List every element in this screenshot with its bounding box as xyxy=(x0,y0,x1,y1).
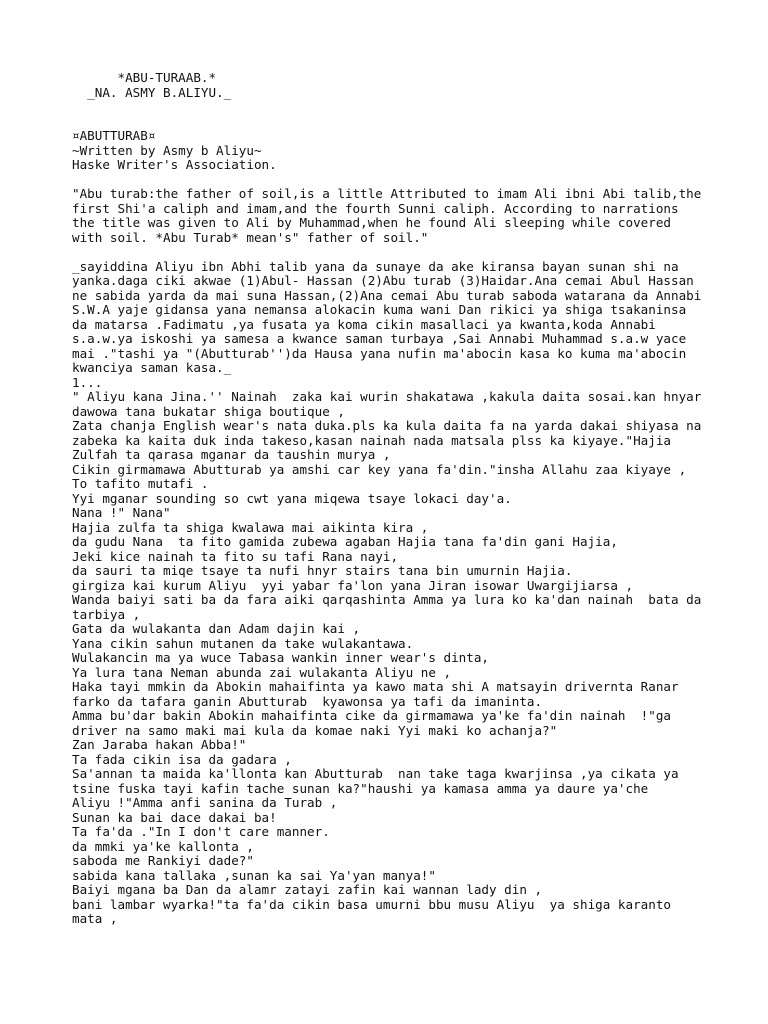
text-line: first Shi'a caliph and imam,and the fourth Sunni caliph. According to narrations xyxy=(72,200,679,216)
text-line: sabida kana tallaka ,sunan ka sai Ya'yan manya!" xyxy=(72,867,436,883)
text-line: Yana cikin sahun mutanen da take wulakantawa. xyxy=(72,635,414,651)
text-line: Ta fa'da ."In I don't care manner. xyxy=(72,824,330,839)
text-line: da mmki ya'ke kallonta , xyxy=(72,838,254,854)
text-line: Hajia zulfa ta shiga kwalawa mai aikinta kira , xyxy=(72,519,429,535)
text-line: yanka.daga ciki akwae (1)Abul- Hassan (2)Abu turab (3)Haidar.Ana cemai Abul Hassan xyxy=(72,273,694,288)
text-line: Yyi mganar sounding so cwt yana miqewa tsaye lokaci day'a. xyxy=(72,490,512,506)
story-title: *ABU-TURAAB.* xyxy=(72,70,217,85)
association-line: Haske Writer's Association. xyxy=(72,157,277,172)
text-line: da gudu Nana ta fito gamida zubewa agaban Hajia tana fa'din gani Hajia, xyxy=(72,534,618,549)
text-line: bani lambar wyarka!"ta fa'da cikin basa umurni bbu musu Aliyu ya shiga karanto xyxy=(72,896,671,912)
blank-line xyxy=(72,115,762,130)
section-heading: ¤ABUTTURAB¤ xyxy=(72,128,156,143)
text-line: Zata chanja English wear's nata duka.pls ka kula daita fa na yarda dakai shiyasa na xyxy=(72,418,702,433)
text-line: Wanda baiyi sati ba da fara aiki qarqashinta Amma ya lura ko ka'dan nainah bata da xyxy=(72,592,702,607)
text-line: tarbiya , xyxy=(72,606,141,622)
text-line: dawowa tana bukatar shiga boutique , xyxy=(72,403,345,419)
text-line: Amma bu'dar bakin Abokin mahaifinta cike da girmamawa ya'ke fa'din nainah !"ga xyxy=(72,708,671,723)
text-line: Haka tayi mmkin da Abokin mahaifinta ya kawo mata shi A matsayin drivernta Ranar xyxy=(72,679,679,694)
text-line: zabeka ka kaita duk inda takeso,kasan nainah nada matsala plss ka kiyaye."Hajia xyxy=(72,432,671,448)
text-line: tsine fuska tayi kafin tache sunan ka?"haushi ya kamasa amma ya daure ya'che xyxy=(72,780,649,796)
text-line: Sunan ka bai dace dakai ba! xyxy=(72,809,277,825)
text-line: mata , xyxy=(72,911,118,926)
text-line: Jeki kice nainah ta fito su tafi Rana nayi, xyxy=(72,548,399,564)
text-line: Ta fada cikin isa da gadara , xyxy=(72,751,292,767)
chapter-marker: 1... xyxy=(72,374,103,390)
text-line: s.a.w.ya iskoshi ya samesa a kwance saman turbaya ,Sai Annabi Muhammad s.a.w yace xyxy=(72,331,687,346)
text-line: with soil. *Abu Turab* mean's" father of soil." xyxy=(72,229,429,245)
text-line: kwanciya saman kasa._ xyxy=(72,360,232,375)
text-line: mai ."tashi ya "(Abutturab'')da Hausa yana nufin ma'abocin kasa ko kuma ma'abocin xyxy=(72,345,687,361)
byline: ~Written by Asmy b Aliyu~ xyxy=(72,142,262,158)
text-line: Cikin girmamawa Abutturab ya amshi car key yana fa'din."insha Allahu zaa kiyaye , xyxy=(72,461,687,477)
document-page xyxy=(72,71,762,927)
text-line: Baiyi mgana ba Dan da alamr zatayi zafin kai wannan lady din , xyxy=(72,882,543,897)
text-line: ne sabida yarda da mai suna Hassan,(2)Ana cemai Abu turab saboda watarana da Annabi xyxy=(72,287,702,303)
text-line: Nana !" Nana" xyxy=(72,505,171,520)
story-author-line: _NA. ASMY B.ALIYU._ xyxy=(72,84,232,100)
text-line: Aliyu !"Amma anfi sanina da Turab , xyxy=(72,795,338,810)
text-line: Sa'annan ta maida ka'llonta kan Abutturab nan take taga kwarjinsa ,ya cikata ya xyxy=(72,766,679,781)
text-line: saboda me Rankiyi dade?" xyxy=(72,853,254,868)
text-line: Ya lura tana Neman abunda zai wulakanta Aliyu ne , xyxy=(72,664,452,680)
text-line: girgiza kai kurum Aliyu yyi yabar fa'lon yana Jiran isowar Uwargijiarsa , xyxy=(72,577,634,593)
text-line: _sayiddina Aliyu ibn Abhi talib yana da sunaye da ake kiransa bayan sunan shi na xyxy=(72,258,679,274)
text-line: Wulakancin ma ya wuce Tabasa wankin inner wear's dinta, xyxy=(72,650,490,665)
text-line: da sauri ta miqe tsaye ta nufi hnyr stairs tana bin umurnin Hajia. xyxy=(72,563,573,578)
text-line: Gata da wulakanta dan Adam dajin kai , xyxy=(72,621,361,636)
text-line: " Aliyu kana Jina.'' Nainah zaka kai wurin shakatawa ,kakula daita sosai.kan hnyar xyxy=(72,389,702,404)
text-line: S.W.A yaje gidansa yana nemansa alokacin kuma wani Dan rikici ya shiga tsakaninsa xyxy=(72,302,687,317)
text-line: driver na samo maki mai kula da komae naki Yyi maki ko achanja?" xyxy=(72,722,558,738)
blank-line xyxy=(72,245,762,260)
text-line: the title was given to Ali by Muhammad,when he found Ali sleeping while covered xyxy=(72,215,671,230)
text-line: da matarsa .Fadimatu ,ya fusata ya koma cikin masallaci ya kwanta,koda Annabi xyxy=(72,316,656,332)
text-line: "Abu turab:the father of soil,is a little Attributed to imam Ali ibni Abi talib,the xyxy=(72,186,702,201)
text-line: farko da tafara ganin Abutturab kyawonsa ya tafi da imaninta. xyxy=(72,693,543,709)
blank-line xyxy=(72,173,762,188)
text-line: Zulfah ta qarasa mganar da taushin murya , xyxy=(72,447,391,462)
blank-line xyxy=(72,100,762,115)
text-line: To tafito mutafi . xyxy=(72,476,209,491)
text-line: Zan Jaraba hakan Abba!" xyxy=(72,737,247,752)
